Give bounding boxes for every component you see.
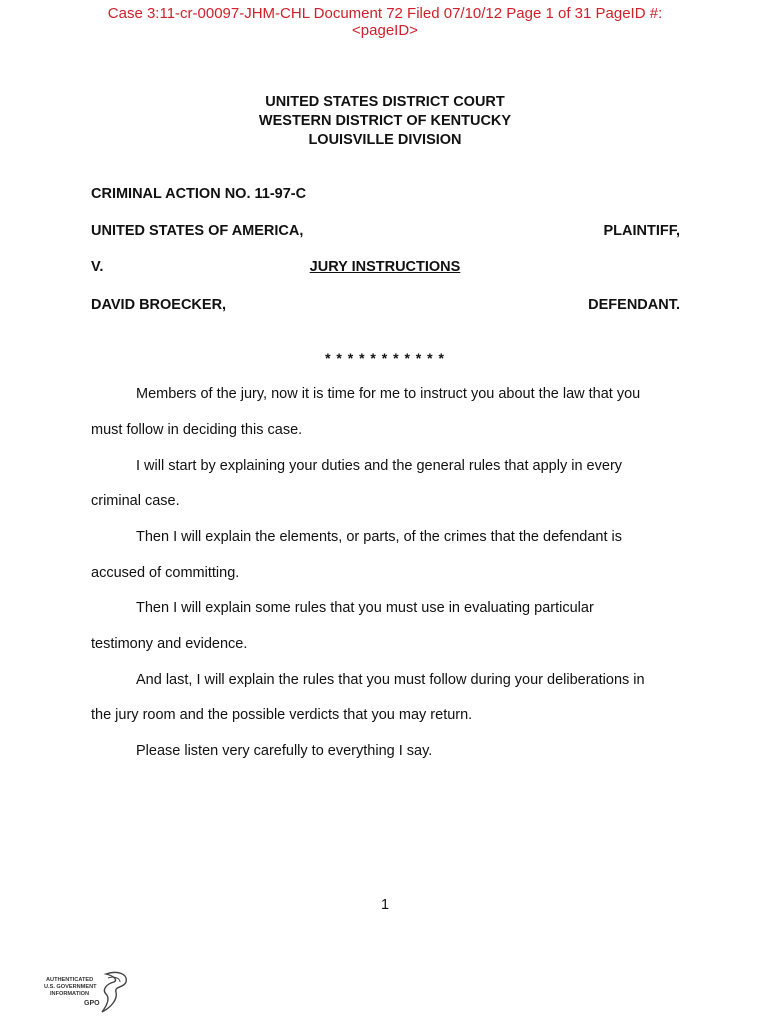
- defendant-name: DAVID BROECKER,: [91, 297, 227, 313]
- court-name: UNITED STATES DISTRICT COURT: [265, 94, 505, 110]
- seal-line4: GPO: [84, 1000, 100, 1007]
- body-line: the jury room and the possible verdicts that you may return.: [91, 707, 473, 723]
- seal-line1: AUTHENTICATED: [46, 977, 94, 983]
- eagle-icon: [102, 972, 126, 1012]
- body-line: I will start by explaining your duties and the general rules that apply in every: [136, 458, 623, 474]
- plaintiff-role: PLAINTIFF,: [603, 223, 680, 239]
- seal-line3: INFORMATION: [50, 991, 90, 997]
- plaintiff-name: UNITED STATES OF AMERICA,: [91, 223, 304, 239]
- versus-label: V.: [91, 259, 104, 275]
- body-line: Please listen very carefully to everything I say.: [136, 743, 433, 759]
- court-division: LOUISVILLE DIVISION: [308, 132, 462, 148]
- asterisk-divider: * * * * * * * * * * *: [325, 350, 445, 366]
- court-heading: [0, 93, 770, 150]
- body-line: criminal case.: [91, 493, 180, 509]
- court-district: WESTERN DISTRICT OF KENTUCKY: [258, 113, 512, 129]
- body-line: Members of the jury, now it is time for me to instruct you about the law that you: [136, 386, 641, 402]
- seal-line2: U.S. GOVERNMENT: [44, 984, 97, 990]
- filing-stamp-line1: Case 3:11-cr-00097-JHM-CHL Document 72 Filed 07/10/12 Page 1 of 31 PageID #:: [107, 5, 663, 22]
- page-number: 1: [380, 897, 390, 913]
- filing-stamp: [0, 5, 770, 39]
- body-line: must follow in deciding this case.: [91, 422, 303, 438]
- body-line: Then I will explain the elements, or parts, of the crimes that the defendant is: [136, 529, 623, 545]
- body-line: accused of committing.: [91, 565, 240, 581]
- document-title: JURY INSTRUCTIONS: [309, 259, 461, 275]
- filing-stamp-line2: <pageID>: [352, 22, 418, 39]
- body-line: And last, I will explain the rules that you must follow during your deliberations in: [136, 672, 645, 688]
- body-line: Then I will explain some rules that you must use in evaluating particular: [136, 600, 594, 616]
- eagle-seal-icon: [44, 970, 134, 1020]
- criminal-action-number: CRIMINAL ACTION NO. 11-97-C: [91, 186, 307, 202]
- defendant-role: DEFENDANT.: [588, 297, 680, 313]
- body-line: testimony and evidence.: [91, 636, 248, 652]
